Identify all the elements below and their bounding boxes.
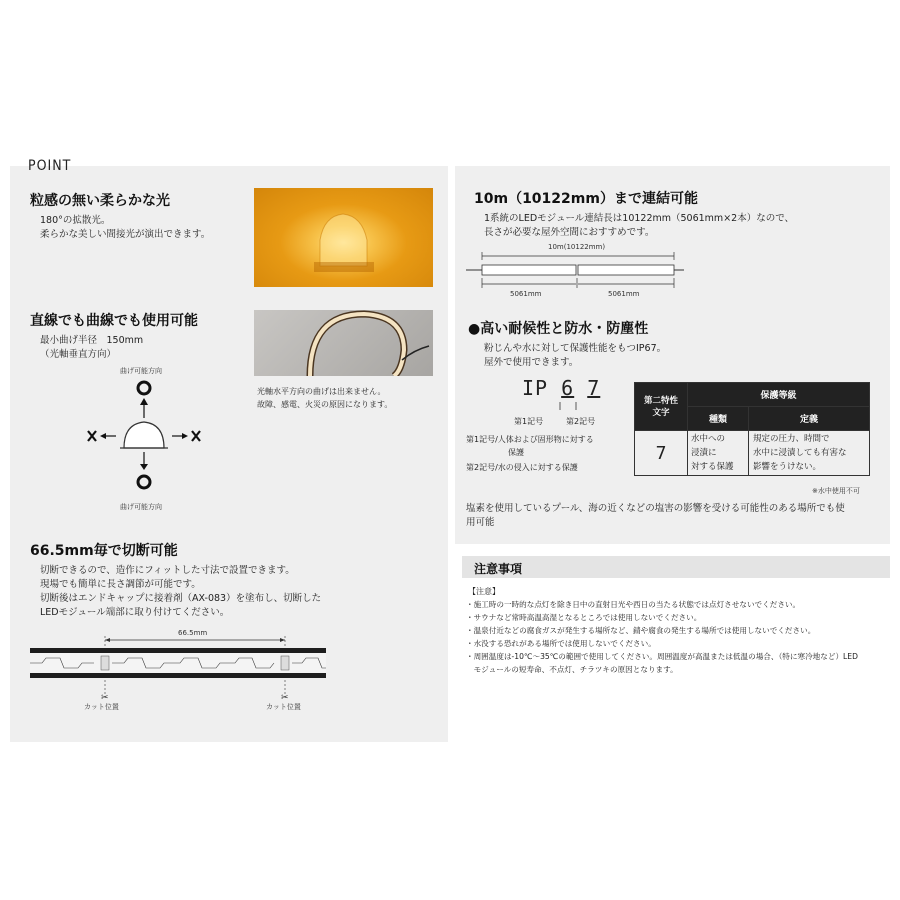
ip-tick-marks <box>554 400 584 412</box>
curve-title: 直線でも曲線でも使用可能 <box>30 313 198 329</box>
table-head1a: 第二特性 <box>643 395 678 406</box>
photo-note2: 故障、感電、火災の原因になります。 <box>257 400 393 409</box>
ip-desc1a: 第1記号/人体および固形物に対する <box>466 435 594 444</box>
soft-light-line1: 180°の拡散光。 <box>40 215 111 226</box>
table-digit: 7 <box>635 431 688 476</box>
ip-mark1: 第1記号 <box>514 417 544 426</box>
notice-header-bar <box>462 556 890 578</box>
ip-desc2: 第2記号/水の侵入に対する保護 <box>466 463 578 472</box>
salt-line2: 用可能 <box>466 517 495 528</box>
cut-line3: 切断後はエンドキャップに接着剤（AX-083）を塗布し、切断した <box>40 593 322 604</box>
cut-diagram <box>30 636 330 708</box>
curved-strip-shape <box>254 310 433 376</box>
waterproof-title: ●高い耐候性と防水・防塵性 <box>468 321 649 337</box>
led-dome-shape <box>254 188 433 287</box>
cut-line4: LEDモジュール端部に取り付けてください。 <box>40 607 230 618</box>
table-kind-cell <box>688 431 749 476</box>
table-kind1: 水中への <box>691 434 726 444</box>
radius-line: 最小曲げ半径 150mm <box>40 335 144 346</box>
table-def2: 水中に浸漬しても有害な <box>753 448 847 458</box>
cut-title: 66.5mm毎で切断可能 <box>30 543 178 559</box>
svg-text:✂: ✂ <box>101 693 109 703</box>
ip-letter-i: I <box>522 376 536 400</box>
connect-line1: 1系統のLEDモジュール連結長は10122mm（5061mm×2本）なので、 <box>484 213 795 224</box>
cut-line1: 切断できるので、造作にフィットした寸法で設置できます。 <box>40 565 295 576</box>
soft-light-line2: 柔らかな美しい間接光が演出できます。 <box>40 229 211 240</box>
table-kind3: 対する保護 <box>691 462 734 472</box>
table-kind2: 浸漬に <box>691 448 717 458</box>
svg-text:✂: ✂ <box>281 693 289 703</box>
table-col-def: 定義 <box>749 407 870 431</box>
ip-letter-p: P <box>535 376 549 400</box>
salt-line1: 塩素を使用しているプール、海の近くなどの塩害の影響を受ける可能性のある場所でも使 <box>466 503 845 514</box>
ip-desc1b: 保護 <box>508 448 524 457</box>
notice-item-6: モジュールの短寿命、不点灯、チラツキの原因となります。 <box>466 665 678 674</box>
table-def-cell <box>749 431 870 476</box>
connect-seg2: 5061mm <box>608 290 640 298</box>
cut-dimension: 66.5mm <box>178 629 208 637</box>
notice-item-4: ・水没する恐れがある場所では使用しないでください。 <box>466 639 656 648</box>
bend-direction-diagram <box>80 378 220 493</box>
notice-item-1: ・施工時の一時的な点灯を除き日中の直射日光や西日の当たる状態では点灯させないでください。 <box>466 600 801 609</box>
cut-left-label: カット位置 <box>84 703 119 711</box>
photo-note1: 光軸水平方向の曲げは出来ません。 <box>257 387 386 396</box>
table-def3: 影響をうけない。 <box>753 462 822 472</box>
table-head-characteristic <box>635 383 688 431</box>
connect-line2: 長さが必要な屋外空間におすすめです。 <box>484 227 655 238</box>
notice-item-3: ・温泉付近などの腐食ガスが発生する場所など、錆や腐食の発生する場所では使用しないでください。 <box>466 626 816 635</box>
connect-seg1: 5061mm <box>510 290 542 298</box>
connect-title: 10m（10122mm）まで連結可能 <box>474 191 698 207</box>
notice-label: 【注意】 <box>468 587 500 596</box>
waterproof-line2: 屋外で使用できます。 <box>484 357 579 368</box>
ip-digit-6: 6 <box>561 376 575 400</box>
protection-table <box>634 382 870 476</box>
radius-note: （光軸垂直方向） <box>40 349 117 360</box>
diffuse-light-photo <box>254 188 433 287</box>
ip-digit-7: 7 <box>587 376 601 400</box>
connect-total: 10m(10122mm) <box>548 243 606 251</box>
cut-line2: 現場でも簡単に長さ調節が可能です。 <box>40 579 201 590</box>
point-label: POINT <box>28 158 72 174</box>
table-def1: 規定の圧力、時間で <box>753 434 830 444</box>
ip-mark2: 第2記号 <box>566 417 596 426</box>
cut-right-label: カット位置 <box>266 703 301 711</box>
notice-item-2: ・サウナなど常時高温高湿となるところでは使用しないでください。 <box>466 613 702 622</box>
table-head1b: 文字 <box>652 407 670 418</box>
table-col-kind: 種類 <box>688 407 749 431</box>
bend-down-label: 曲げ可能方向 <box>120 503 162 511</box>
table-note: ※水中使用不可 <box>812 487 860 495</box>
ip-code <box>522 376 600 400</box>
waterproof-line1: 粉じんや水に対して保護性能をもつIP67。 <box>484 343 667 354</box>
curved-strip-photo <box>254 310 433 376</box>
table-head-grade: 保護等級 <box>688 383 870 407</box>
notice-title: 注意事項 <box>474 562 523 576</box>
bend-up-label: 曲げ可能方向 <box>120 367 162 375</box>
soft-light-title: 粒感の無い柔らかな光 <box>30 193 170 209</box>
notice-item-5: ・周囲温度は-10℃～35℃の範囲で使用してください。周囲温度が高温または低温の場合、（特に寒冷地など）LED <box>466 652 858 661</box>
connect-diagram <box>466 250 686 292</box>
